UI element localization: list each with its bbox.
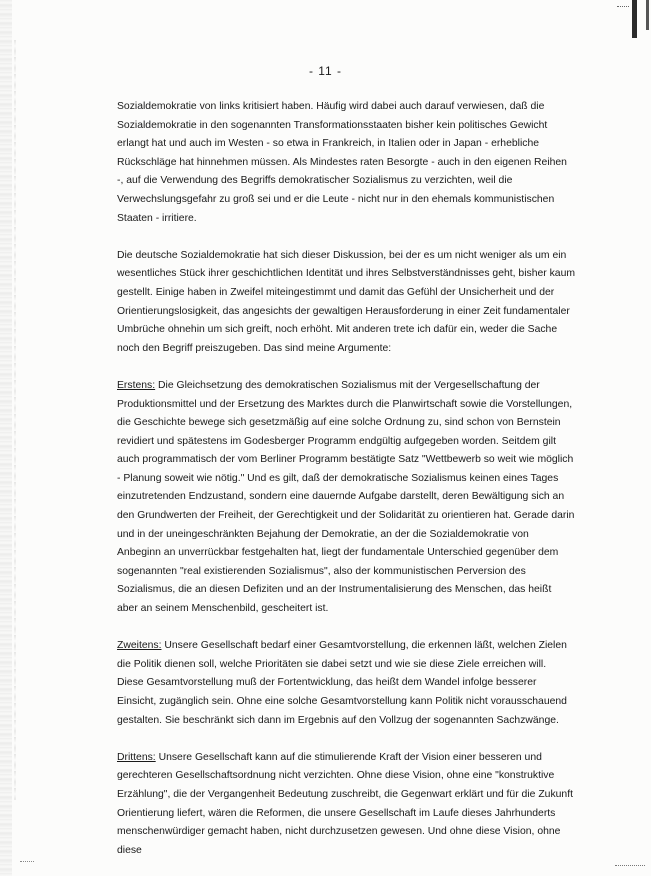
scan-artifact-mark xyxy=(615,0,651,40)
paragraph xyxy=(117,247,575,359)
paragraph-text: Die deutsche Sozialdemokratie hat sich dieser Diskussion, bei der es um nicht weniger als um ein wesentliches Stück ihrer geschichtlichen Identität und ihres Selbstverständnisses geht, bisher kaum gestellt. Einige haben in Zweifel miteingestimmt und damit das Gefühl der Unsicherheit und der Orientierungslosigkeit, das angesichts der gewaltigen Herausforderung in einer Zeit fundamentaler Umbrüche ohnehin um sich greift, noch erhöht. Mit anderen trete ich dafür ein, weder die Sache noch den Begriff preiszugeben. Das sind meine Argumente: xyxy=(117,249,576,354)
page-number: - 11 - xyxy=(308,64,343,78)
scan-edge-noise xyxy=(0,0,12,876)
paragraph-text: Die Gleichsetzung des demokratischen Sozialismus mit der Vergesellschaftung der Produktionsmittel und der Ersetzung des Marktes durch die Planwirtschaft sowie die Vorstellungen, die Geschichte bewege sich gesetzmäßig auf eine solche Ordnung zu, sind schon von Bernstein revidiert und spätestens im Godesberger Programm endgültig aufgegeben worden. Seitdem gilt auch programmatisch der vom Berliner Programm bestätigte Satz "Wettbewerb so weit wie möglich - Planung soweit wie nötig." Und es gilt, daß der demokratische Sozialismus keinen eines Tages einzutretenden Endzustand, sondern eine dauernde Aufgabe darstellt, deren Bewältigung sich an den Grundwerten der Freiheit, der Gerechtigkeit und der Solidarität zu orientieren hat. Gerade darin und in der uneingeschränkten Bejahung der Demokratie, an der die Sozialdemokratie von Anbeginn an unverrückbar festgehalten hat, liegt der fundamentale Unterschied gegenüber dem sogenannten "real existierenden Sozialismus", also der kommunistischen Perversion des Sozialismus, die an diesen Defiziten und an der Instrumentalisierung des Menschen, das heißt aber an seinem Menschenbild, gescheitert ist. xyxy=(117,379,575,615)
paragraph-heading: Erstens: xyxy=(117,379,156,391)
scan-artifact-mark xyxy=(20,851,34,862)
paragraph xyxy=(117,98,575,228)
document-body xyxy=(117,98,575,860)
scan-edge-noise-line xyxy=(14,40,16,800)
paragraph-heading: Drittens: xyxy=(117,751,156,763)
scan-artifact-mark xyxy=(615,857,645,866)
paragraph xyxy=(117,749,575,861)
paragraph xyxy=(117,377,575,619)
paragraph-heading: Zweitens: xyxy=(117,640,162,652)
paragraph-text: Sozialdemokratie von links kritisiert haben. Häufig wird dabei auch darauf verwiesen, daß die Sozialdemokratie in den sogenannten Transformationsstaaten bisher kein politisches Gewicht erlangt hat und auch im Westen - so etwa in Frankreich, in Italien oder in Japan - erhebliche Rückschläge hat hinnehmen müssen. Als Mindestes raten Besorgte - auch in den eigenen Reihen -, auf die Verwendung des Begriffs demokratischer Sozialismus zu verzichten, weil die Verwechslungsgefahr zu groß sei und er die Leute - nicht nur in den ehemals kommunistischen Staaten - irritiere. xyxy=(117,101,567,224)
paragraph xyxy=(117,637,575,730)
paragraph-text: Unsere Gesellschaft kann auf die stimulierende Kraft der Vision einer besseren und gerechteren Gesellschaftsordnung nicht verzichten. Ohne diese Vision, ohne eine "konstruktive Erzählung", die der Vergangenheit Bedeutung zuschreibt, die Gegenwart erklärt und für die Zukunft Orientierung liefert, wären die Reformen, die unsere Gesellschaft im Laufe dieses Jahrhunderts menschenwürdiger gemacht haben, nicht durchzusetzen gewesen. Und ohne diese Vision, ohne diese xyxy=(117,751,573,856)
paragraph-text: Unsere Gesellschaft bedarf einer Gesamtvorstellung, die erkennen läßt, welchen Zielen die Politik dienen soll, welche Prioritäten sie dabei setzt und wie sie diese Ziele erreichen will. Diese Gesamtvorstellung muß der Fortentwicklung, das heißt dem Wandel infolge besserer Einsicht, zugänglich sein. Ohne eine solche Gesamtvorstellung kann Politik nicht vorausschauend gestalten. Sie beschränkt sich dann im Ergebnis auf den Vollzug der sogenannten Sachzwänge. xyxy=(117,640,567,726)
